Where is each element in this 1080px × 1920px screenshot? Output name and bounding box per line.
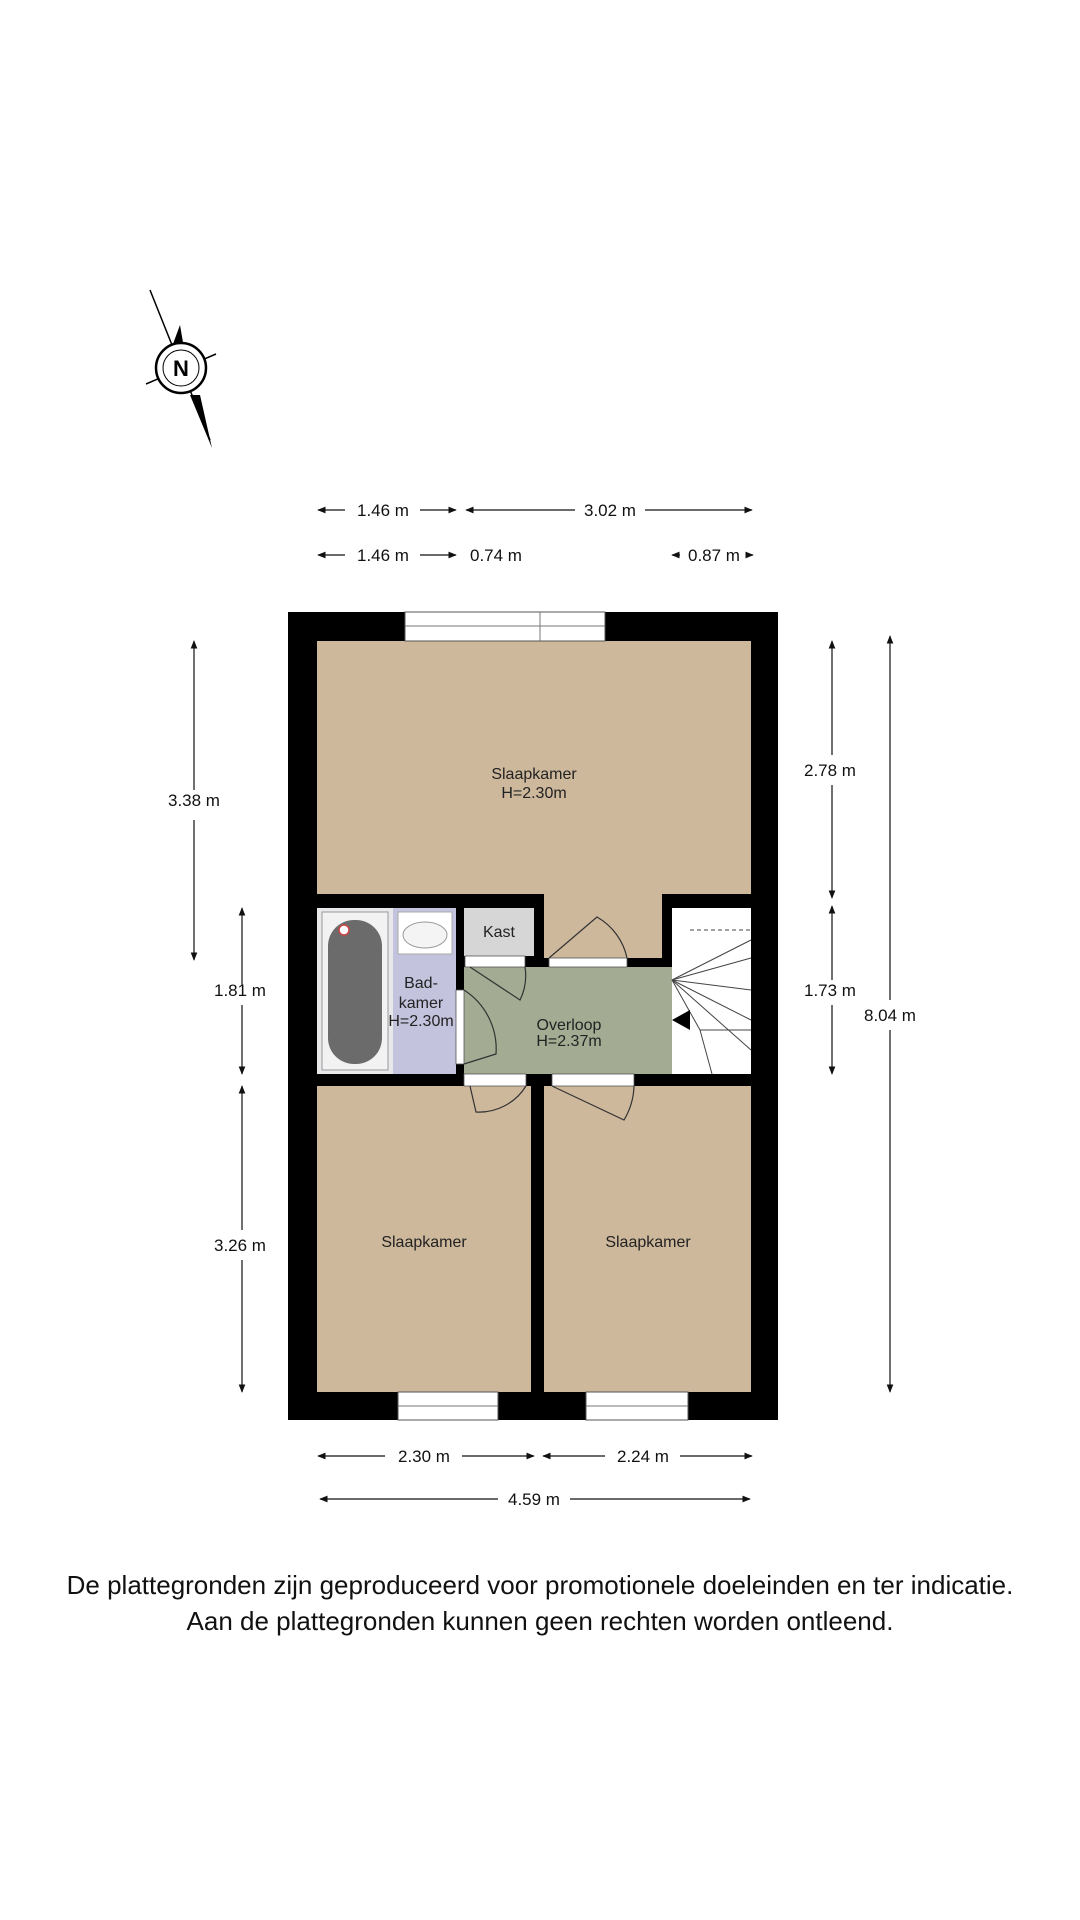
- room-height-overloop: H=2.37m: [536, 1033, 602, 1050]
- room-label-overloop: Overloop: [536, 1017, 602, 1034]
- room-label-badkamer-1: Bad-: [404, 975, 438, 992]
- dim-bottom-total: 4.59 m: [508, 1490, 560, 1509]
- room-height-slaapkamer-top: H=2.30m: [501, 785, 567, 802]
- room-label-kast: Kast: [482, 924, 516, 941]
- dim-top-row2-mid: 0.74 m: [470, 546, 522, 565]
- dim-left-mid: 1.81 m: [214, 981, 266, 1000]
- room-label-slaapkamer-top: Slaapkamer: [491, 766, 577, 783]
- dim-right-mid: 1.73 m: [804, 981, 856, 1000]
- dim-right-total: 8.04 m: [864, 1006, 916, 1025]
- dim-top-row2-left: 1.46 m: [357, 546, 409, 565]
- disclaimer-line-1: De plattegronden zijn geproduceerd voor promotionele doeleinden en ter indicatie.: [66, 1570, 1014, 1600]
- dim-top-row1-left: 1.46 m: [357, 501, 409, 520]
- room-height-badkamer: H=2.30m: [388, 1013, 454, 1030]
- room-label-slaapkamer-right: Slaapkamer: [605, 1234, 691, 1251]
- landing-gap: [544, 894, 662, 967]
- bathtub-icon: [322, 912, 388, 1070]
- dim-top-row2-right: 0.87 m: [688, 546, 740, 565]
- compass-label: N: [173, 356, 189, 381]
- dim-top-row1-right: 3.02 m: [584, 501, 636, 520]
- dim-left-lower: 3.26 m: [214, 1236, 266, 1255]
- dim-right-upper: 2.78 m: [804, 761, 856, 780]
- dim-bottom-row1-right: 2.24 m: [617, 1447, 669, 1466]
- dim-bottom-row1-left: 2.30 m: [398, 1447, 450, 1466]
- compass-icon: [146, 290, 216, 448]
- dim-left-outer: 3.38 m: [168, 791, 220, 810]
- disclaimer-line-2: Aan de plattegronden kunnen geen rechten worden ontleend.: [186, 1606, 894, 1636]
- sink-icon: [398, 912, 452, 954]
- room-label-slaapkamer-left: Slaapkamer: [381, 1234, 467, 1251]
- room-label-badkamer-2: kamer: [398, 995, 444, 1012]
